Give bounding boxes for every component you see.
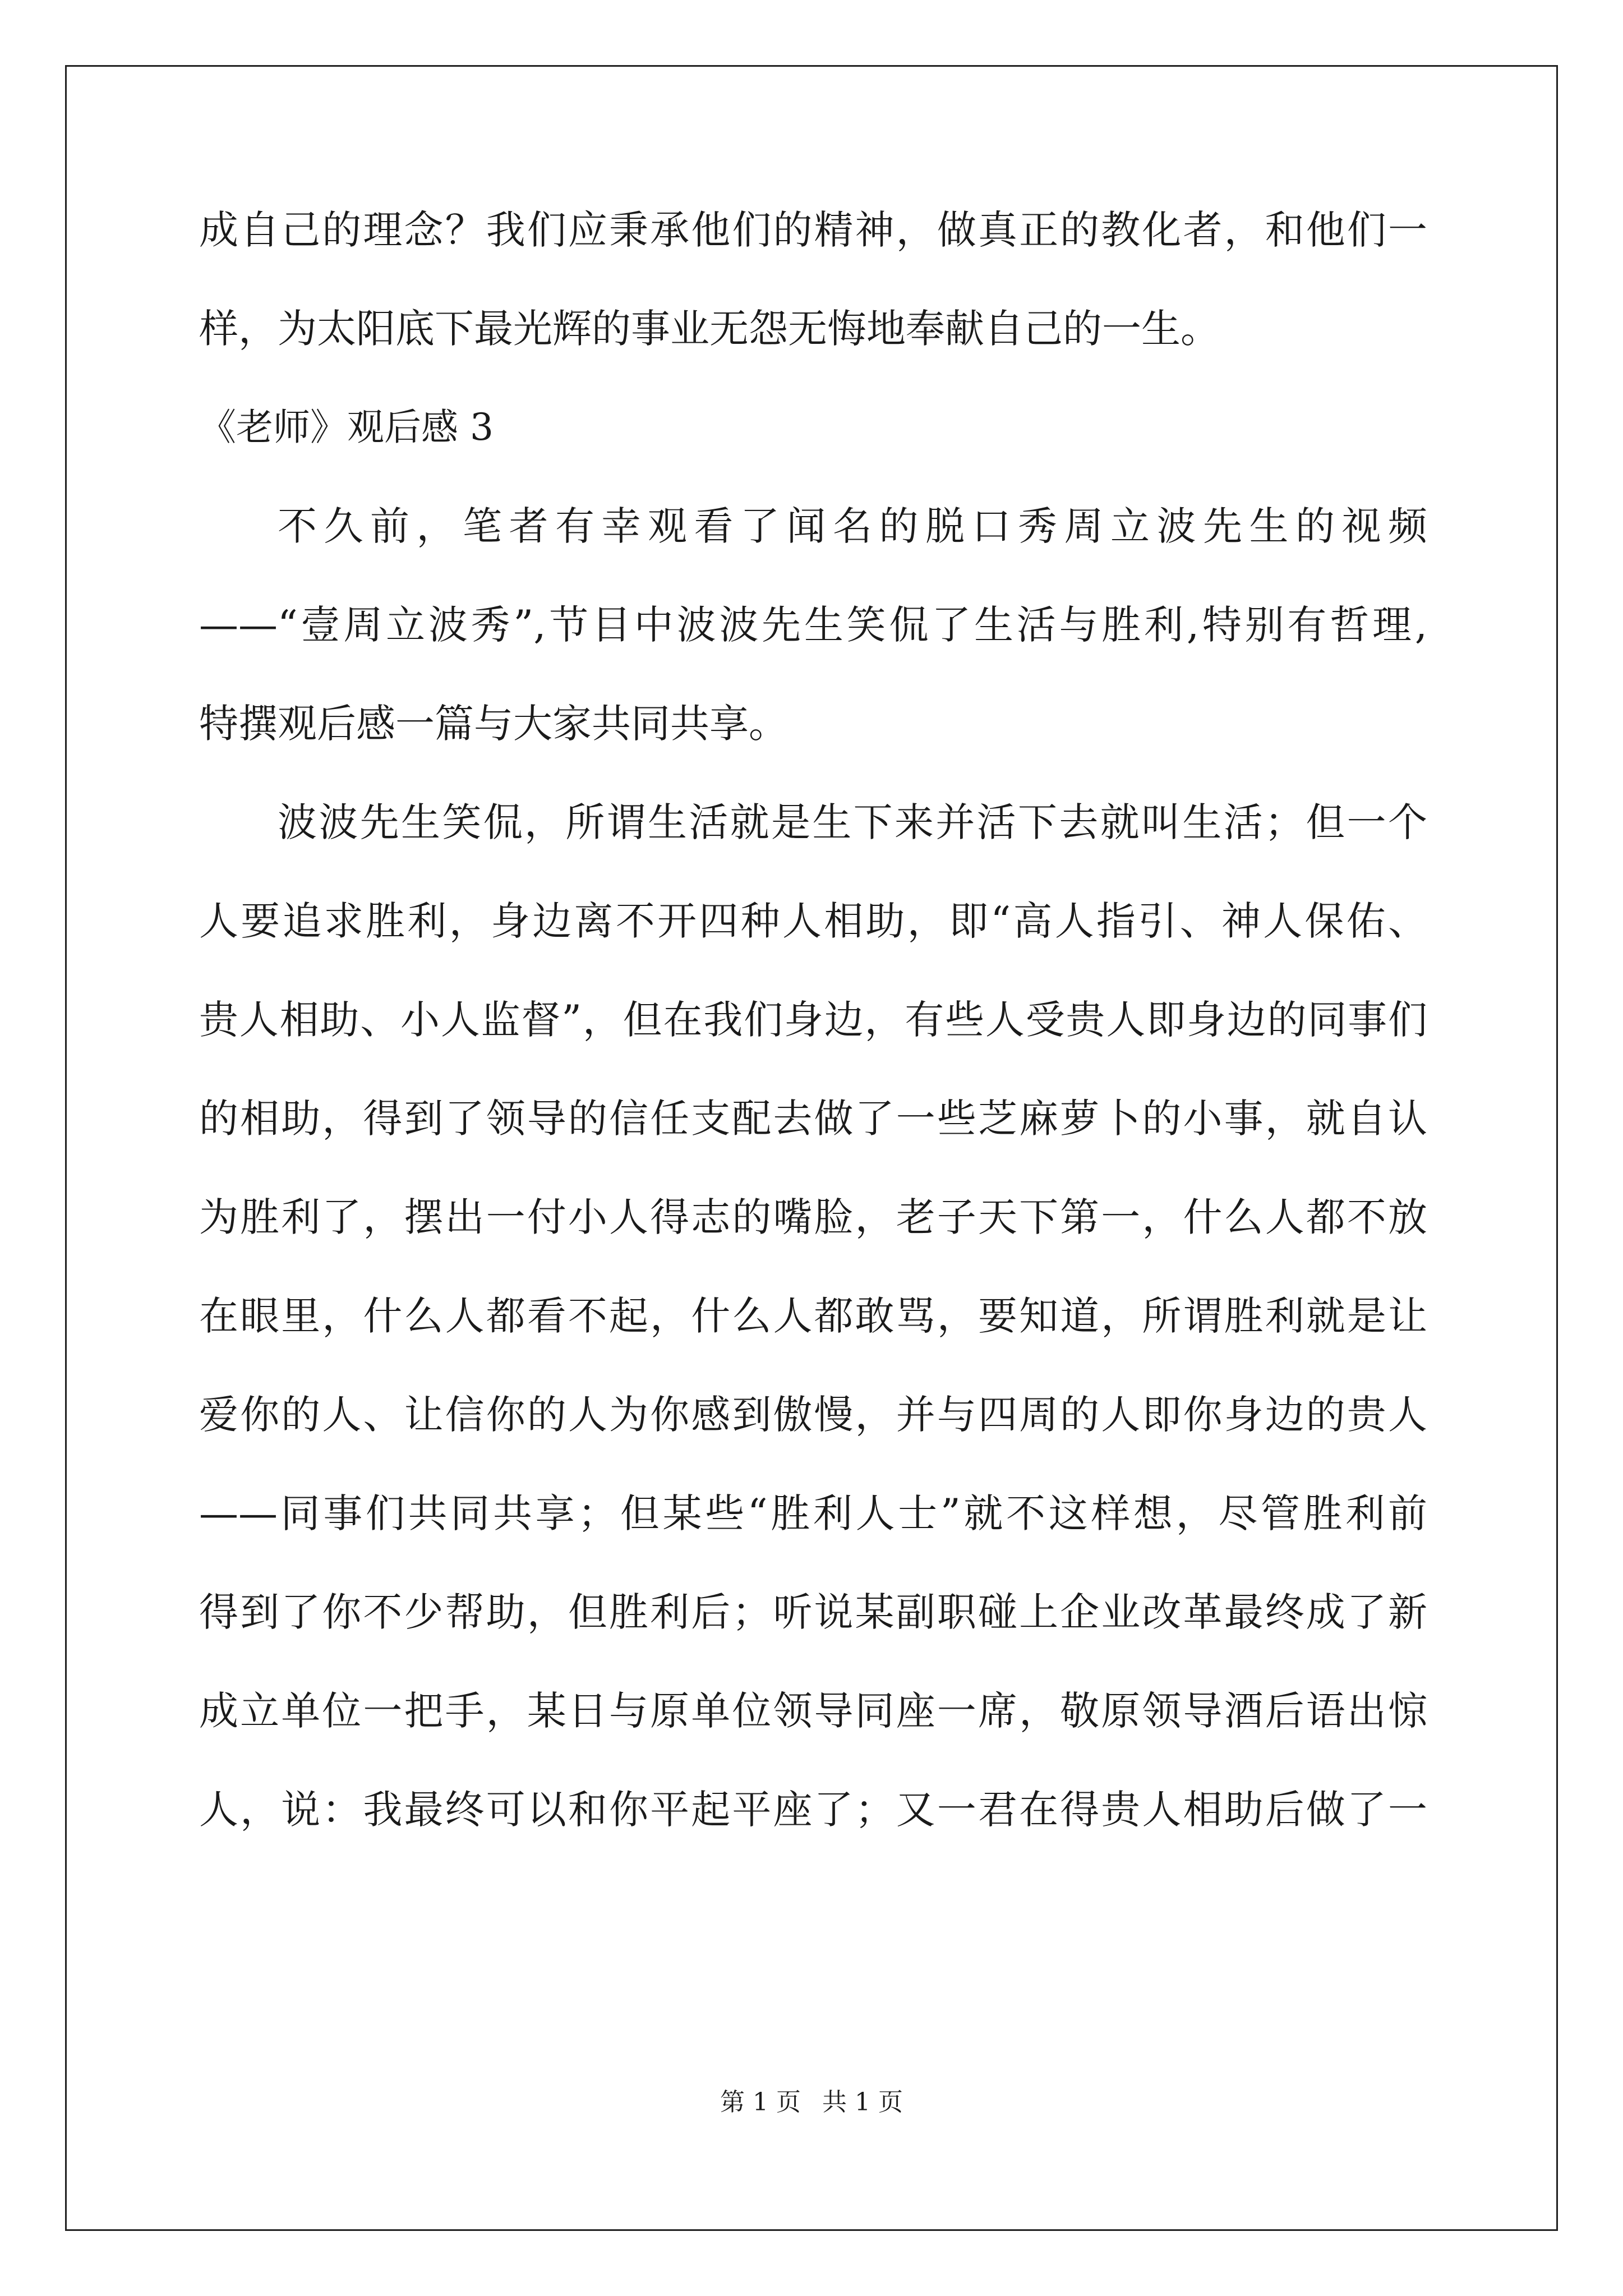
text-line: ——“壹周立波秀”,节目中波波先生笑侃了生活与胜利,特别有哲理, xyxy=(199,602,1427,648)
paragraph-first-line: 波波先生笑侃，所谓生活就是生下来并活下去就叫生活；但一个 xyxy=(278,799,1427,845)
text-line: 为胜利了，摆出一付小人得志的嘴脸，老子天下第一，什么人都不放 xyxy=(199,1194,1427,1240)
text-line: 人，说：我最终可以和你平起平座了；又一君在得贵人相助后做了一 xyxy=(199,1787,1427,1833)
page-number: 第 1 页 xyxy=(720,2088,801,2116)
text-line: 人要追求胜利，身边离不开四种人相助，即“高人指引、神人保佑、 xyxy=(199,898,1427,944)
page-footer xyxy=(0,2086,1623,2119)
text-line: 的相助，得到了领导的信任支配去做了一些芝麻萝卜的小事，就自认 xyxy=(199,1096,1427,1142)
text-line: 得到了你不少帮助，但胜利后；听说某副职碰上企业改革最终成了新 xyxy=(199,1589,1427,1635)
text-line: 样，为太阳底下最光辉的事业无怨无悔地奉献自己的一生。 xyxy=(199,306,1220,352)
paragraph-first-line: 不久前，笔者有幸观看了闻名的脱口秀周立波先生的视频 xyxy=(278,503,1427,549)
text-line: 特撰观后感一篇与大家共同共享。 xyxy=(199,701,788,747)
section-title: 《老师》观后感 3 xyxy=(199,406,494,449)
text-line: ——同事们共同共享；但某些“胜利人士”就不这样想，尽管胜利前 xyxy=(199,1490,1427,1536)
text-line: 爱你的人、让信你的人为你感到傲慢，并与四周的人即你身边的贵人 xyxy=(199,1392,1427,1438)
text-line: 贵人相助、小人监督”，但在我们身边，有些人受贵人即身边的同事们 xyxy=(199,997,1427,1043)
page-total: 共 1 页 xyxy=(822,2088,903,2116)
text-line: 成自己的理念？我们应秉承他们的精神，做真正的教化者，和他们一 xyxy=(199,207,1427,253)
text-line: 在眼里，什么人都看不起，什么人都敢骂，要知道，所谓胜利就是让 xyxy=(199,1293,1427,1339)
document-body xyxy=(199,202,1427,1880)
text-line: 成立单位一把手，某日与原单位领导同座一席，敬原领导酒后语出惊 xyxy=(199,1688,1427,1734)
